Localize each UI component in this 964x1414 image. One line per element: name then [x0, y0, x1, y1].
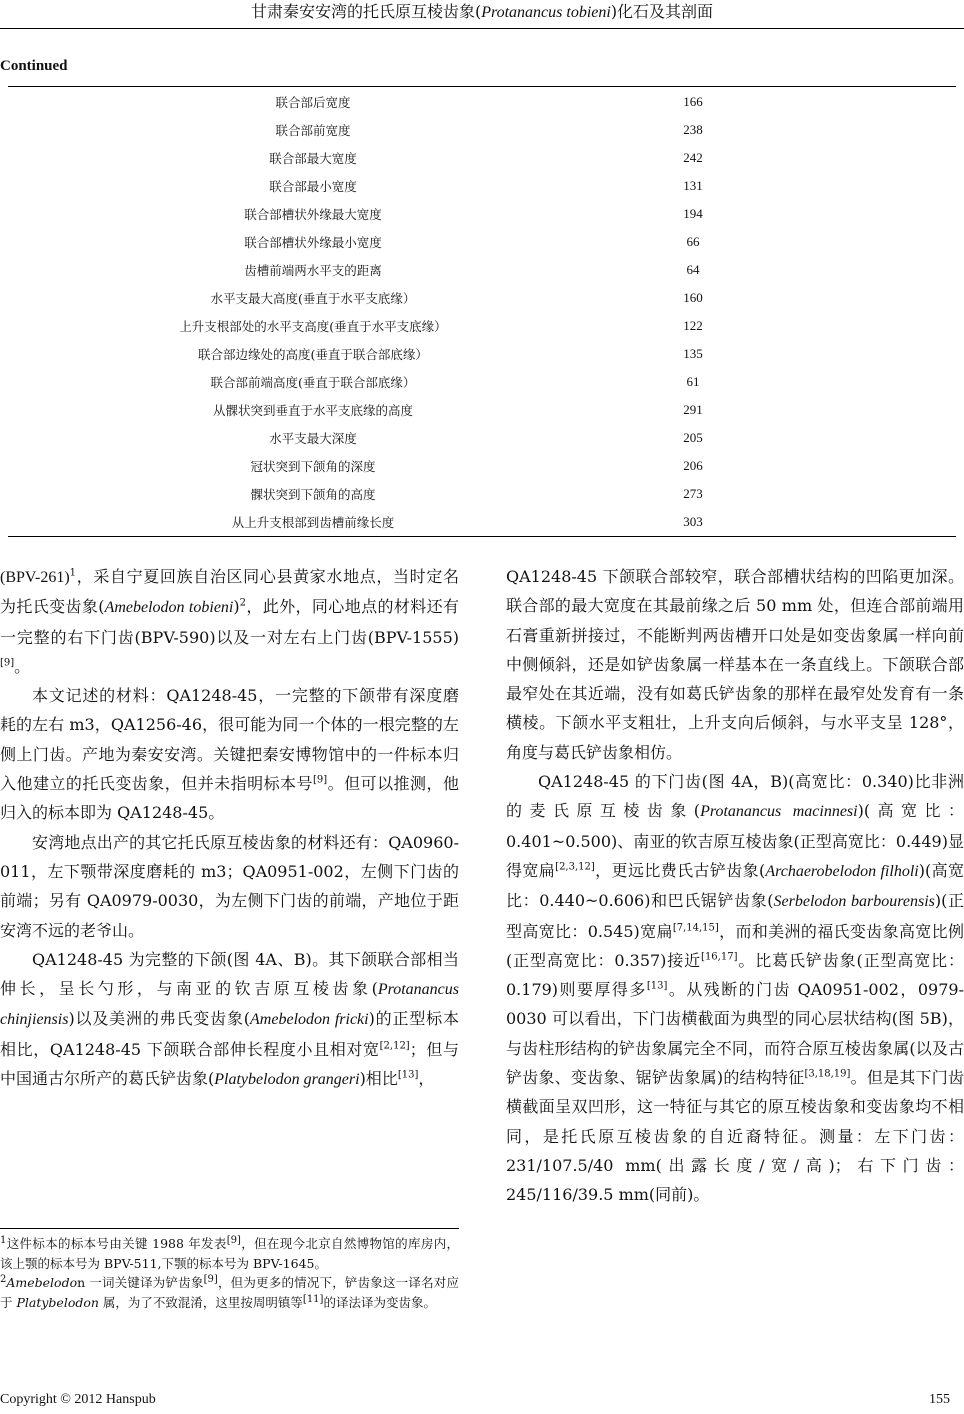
row-label: 水平支最大深度 [269, 431, 357, 446]
row-value: 135 [683, 346, 703, 361]
row-value: 64 [686, 262, 700, 277]
row-label: 水平支最大高度(垂直于水平支底缘） [210, 291, 416, 306]
table-row [8, 508, 956, 536]
table-row [8, 200, 956, 228]
row-label: 齿槽前端两水平支的距离 [244, 263, 382, 278]
citation[interactable]: [7,14,15] [672, 922, 719, 934]
row-value: 131 [683, 178, 703, 193]
paragraph: QA1248-45 为完整的下颌(图 4A、B)。其下颌联合部相当伸长，呈长勺形，与南亚的钦吉原互棱齿象(Protanancus chinjiensis)以及美洲的弗氏变齿象(Amebelodon fricki)的正型标本相比，QA1248-45 下颌联合部伸长程度小且相对宽[2,12]；但与中国通古尔所产的葛氏铲齿象(Platybelodon grangeri)相比[13]， [0, 949, 459, 1089]
row-label: 上升支根部处的水平支高度(垂直于水平支底缘） [179, 319, 447, 334]
row-value: 291 [683, 402, 703, 417]
row-label: 从髁状突到垂直于水平支底缘的高度 [212, 403, 413, 418]
species-name: Protanancus chinjiensis [0, 981, 459, 1029]
row-value: 205 [683, 430, 703, 445]
species-name: Archaerobelodon filholi [765, 862, 919, 880]
page-number: 155 [929, 1392, 950, 1407]
paragraph: $(BPV-261)^1$，采自宁夏回族自治区同心县黄家水地点，当时定名为托氏变齿象(Amebelodon tobieni)$^2$，此外，同心地点的材料还有一完整的右下门齿(BPV-590)以及一对左右上门齿(BPV-1555)[9]。 [0, 567, 459, 676]
row-label: 联合部槽状外缘最大宽度 [244, 207, 382, 222]
footnote: $^1$这件标本的标本号由关键 1988 年发表[9]，但在现今北京自然博物馆的库房内，该上颚的标本号为 BPV-511,下颚的标本号为 BPV-1645。 [0, 1234, 459, 1271]
footnote-rule [0, 1228, 459, 1229]
species-name: Protanancus macinnesi [700, 803, 858, 821]
table-row [8, 256, 956, 284]
citation[interactable]: [2,3,12] [555, 861, 595, 873]
citation[interactable]: [9] [203, 1273, 218, 1285]
citation[interactable]: [9] [313, 774, 328, 786]
table-row [8, 340, 956, 368]
table-row [8, 172, 956, 200]
row-label: 从上升支根部到齿槽前缘长度 [231, 515, 395, 530]
row-value: 206 [683, 458, 703, 473]
row-value: 273 [683, 486, 703, 501]
running-head-text-end: )化石及其剖面 [610, 2, 714, 21]
footnotes [0, 1234, 459, 1312]
citation[interactable]: [13] [646, 980, 668, 992]
citation[interactable]: [9] [0, 657, 15, 669]
paragraph: 安湾地点出产的其它托氏原互棱齿象的材料还有：QA0960-011，左下颚带深度磨耗的 m3；QA0951-002，左侧下门齿的前端；另有 QA0979-0030，为左侧下门齿的前端，产地位于距安湾不远的老爷山。 [0, 832, 459, 940]
species-name: Platybelodon grangeri [214, 1071, 360, 1089]
row-value: 122 [683, 318, 703, 333]
citation[interactable]: [16,17] [701, 951, 738, 963]
table-top-rule [8, 86, 956, 87]
paragraph: QA1248-45 的下门齿(图 4A，B)(高宽比：0.340)比非洲的麦氏原互棱齿象(Protanancus macinnesi)(高宽比：0.401~0.500)、南亚的钦吉原互棱齿象(正型高宽比：0.449)显得宽扁[2,3,12]，更远比费氏古铲齿象(Archaerobelodon filholi)(高宽比：0.440~0.606)和巴氏锯铲齿象(Serbelodon barbourensis)(正型高宽比：0.545)宽扁[7,14,15]，而和美洲的福氏变齿象高宽比例(正型高宽比：0.357)接近[16,17]。比葛氏铲齿象(正型高宽比：0.179)则要厚得多[13]。从残断的门齿 QA0951-002，0979-0030 可以看出，下门齿横截面为典型的同心层状结构(图 5B)，与齿柱形结构的铲齿象属完全不同，而符合原互棱齿象属(以及古铲齿象、变齿象、锯铲齿象属)的结构特征[3,18,19]。但是其下门齿横截面呈双凹形，这一特征与其它的原互棱齿象和变齿象均不相同，是托氏原互棱齿象的自近裔特征。测量：左下门齿：231/107.5/40 mm(出露长度/宽/高)；右下门齿：245/116/39.5 mm(同前)。 [506, 772, 964, 1205]
header-rule [0, 28, 964, 29]
table-row [8, 116, 956, 144]
row-value: 242 [683, 150, 703, 165]
continued-label: Continued [0, 58, 68, 74]
right-column [506, 562, 964, 1210]
table-row [8, 396, 956, 424]
table-bottom-rule [8, 536, 956, 537]
paragraph: QA1248-45 下颌联合部较窄，联合部槽状结构的凹陷更加深。联合部的最大宽度在其最前缘之后 50 mm 处，但连合部前端用石膏重新拼接过，不能断判两齿槽开口处是如变齿象属一样向前中侧倾斜，还是如铲齿象属一样基本在一条直线上。下颌联合部最窄处在其近端，没有如葛氏铲齿象的那样在最窄处发育有一条横棱。下颌水平支粗壮，上升支向后倾斜，与水平支呈 128°，角度与葛氏铲齿象相仿。 [506, 567, 964, 762]
row-value: 61 [686, 374, 700, 389]
citation[interactable]: [13] [397, 1069, 419, 1081]
left-column [0, 562, 459, 1094]
table-row [8, 144, 956, 172]
table-row [8, 368, 956, 396]
footnote: $^2$Amebelodon 一词关键译为铲齿象[9]，但为更多的情况下，铲齿象这一译名对应于 Platybelodon 属，为了不致混淆，这里按周明镇等[11]的译法译为变齿象。 [0, 1273, 459, 1310]
row-value: 166 [683, 94, 703, 109]
table-row [8, 480, 956, 508]
citation[interactable]: [3,18,19] [804, 1068, 851, 1080]
row-label: 联合部最小宽度 [269, 179, 357, 194]
species-name: Serbelodon barbourensis [773, 893, 935, 911]
row-label: 联合部最大宽度 [269, 151, 357, 166]
row-label: 联合部边缘处的高度(垂直于联合部底缘） [198, 347, 428, 362]
table-row [8, 228, 956, 256]
running-head [0, 2, 964, 23]
running-head-text: 甘肃秦安安湾的托氏原互棱齿象( [250, 2, 482, 21]
measurement-table [8, 88, 956, 536]
table-row [8, 284, 956, 312]
row-label: 髁状突到下颌角的高度 [250, 487, 376, 502]
row-value: 194 [683, 206, 703, 221]
citation[interactable]: [11] [302, 1293, 324, 1305]
table-row [8, 88, 956, 116]
citation[interactable]: [9] [226, 1234, 241, 1246]
running-head-latin: Protanancus tobieni [481, 4, 611, 21]
row-value: 238 [683, 122, 703, 137]
row-label: 联合部前宽度 [275, 123, 351, 138]
row-value: 160 [683, 290, 703, 305]
citation[interactable]: [2,12] [379, 1040, 410, 1052]
row-label: 联合部槽状外缘最小宽度 [244, 235, 382, 250]
copyright: Copyright © 2012 Hanspub [0, 1392, 156, 1407]
row-label: 冠状突到下颌角的深度 [250, 459, 376, 474]
row-value: 303 [683, 514, 703, 529]
footnote-ref[interactable]: 2 [239, 597, 246, 609]
row-label: 联合部前端高度(垂直于联合部底缘） [210, 375, 416, 390]
table-row [8, 424, 956, 452]
row-value: 66 [686, 234, 700, 249]
species-name: Amebelodon tobieni [104, 599, 234, 617]
species-name: Amebelodon fricki [250, 1011, 369, 1029]
table-row [8, 452, 956, 480]
paragraph: 本文记述的材料：QA1248-45，一完整的下颌带有深度磨耗的左右 m3，QA1256-46，很可能为同一个体的一根完整的左侧上门齿。产地为秦安安湾。关键把秦安博物馆中的一件标本归入他建立的托氏变齿象，但并未指明标本号[9]。但可以推测，他归入的标本即为 QA1248-45。 [0, 686, 459, 823]
row-label: 联合部后宽度 [275, 95, 351, 110]
table-row [8, 312, 956, 340]
footnote-ref[interactable]: 1 [69, 567, 77, 579]
